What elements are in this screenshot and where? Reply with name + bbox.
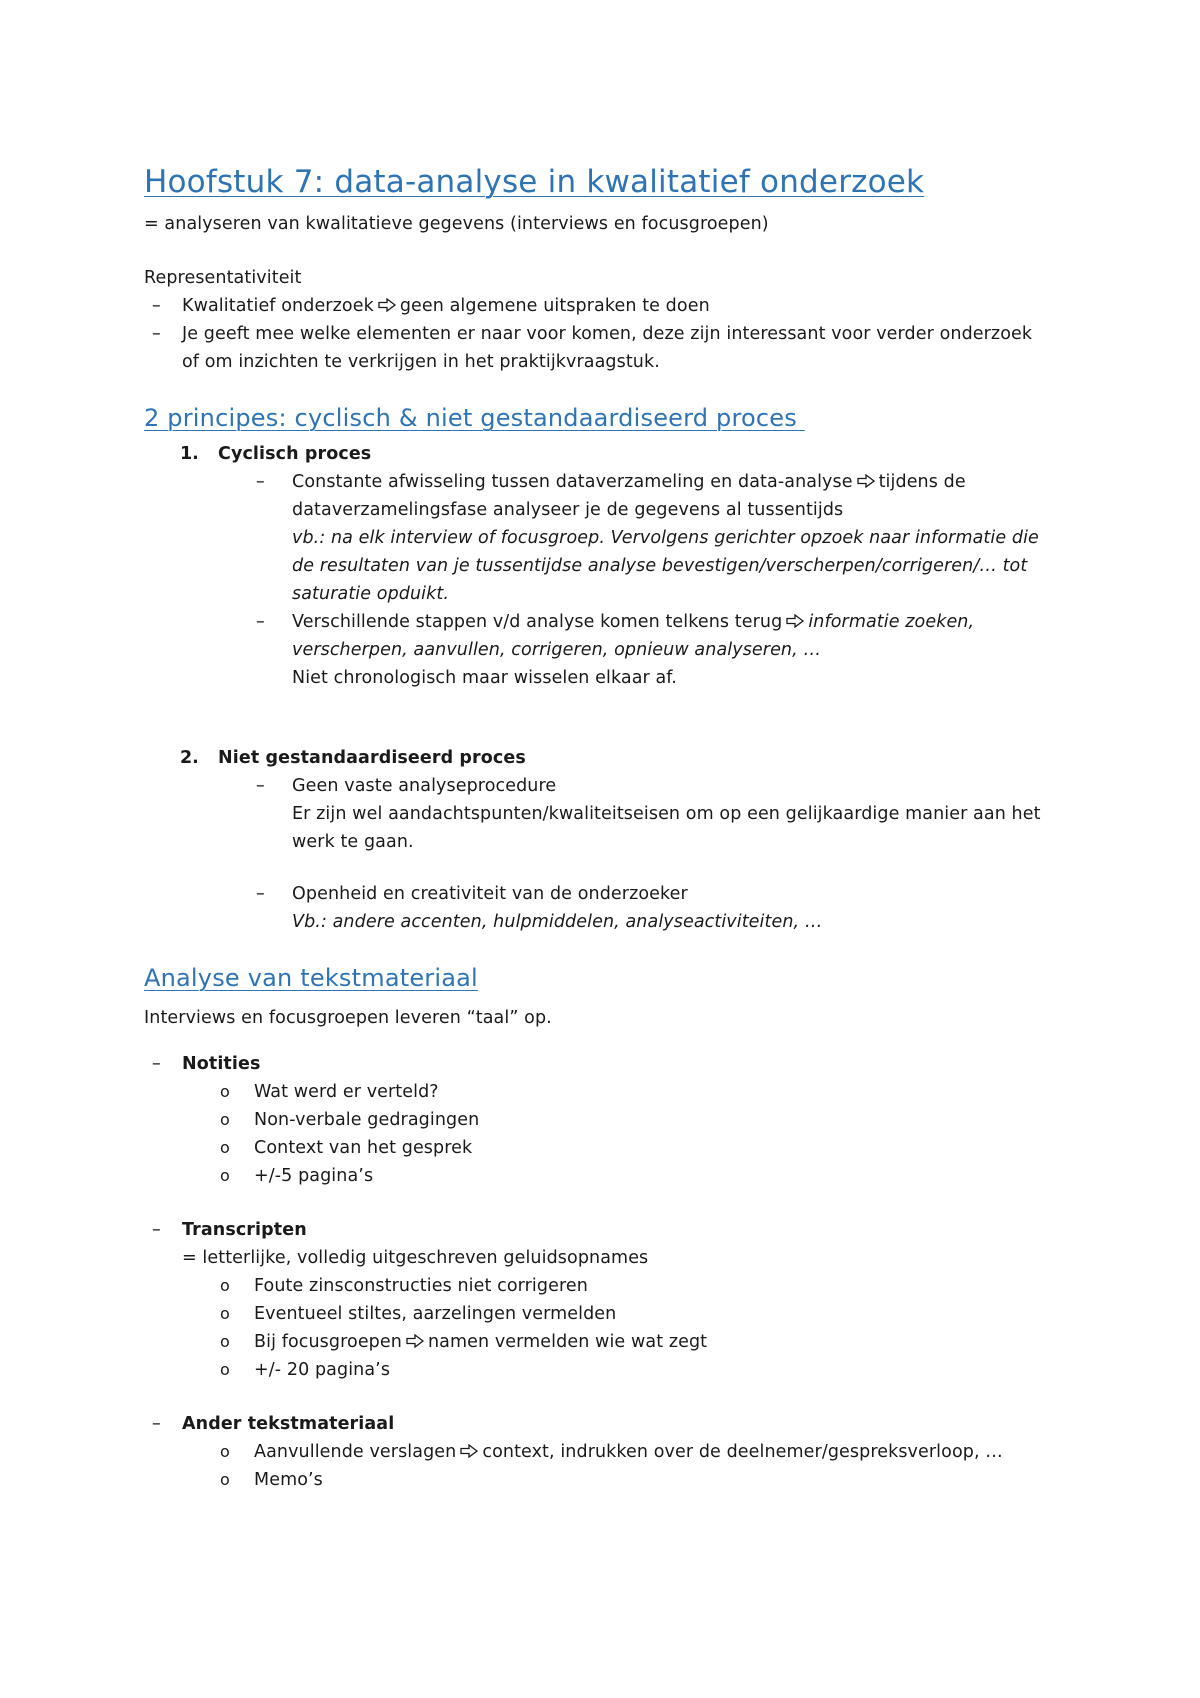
transcripten-item: +/- 20 pagina’s: [254, 1360, 391, 1380]
list-number: 1.: [180, 444, 199, 464]
item-text: Aanvullende verslagen: [254, 1442, 457, 1462]
page-title: Hoofstuk 7: data-analyse in kwalitatief onderzoek: [144, 164, 925, 200]
representativiteit-item-1: [182, 292, 710, 320]
transcripten-desc: = letterlijke, volledig uitgeschreven geluidsopnames: [182, 1248, 649, 1268]
item-text: context, indrukken over de deelnemer/gespreksverloop, …: [482, 1442, 1003, 1462]
circle-bullet: o: [220, 1304, 230, 1323]
dash-bullet: –: [152, 1220, 161, 1240]
dash-bullet: –: [256, 884, 265, 904]
arrow-right-icon: [460, 1444, 478, 1458]
circle-bullet: o: [220, 1442, 230, 1461]
ander-title: Ander tekstmateriaal: [182, 1414, 395, 1434]
cyclisch-item-a-line-4: de resultaten van je tussentijdse analyse bevestigen/verscherpen/corrigeren/… tot: [292, 556, 1028, 576]
arrow-right-icon: [406, 1334, 424, 1348]
cyclisch-item-a-line-5: saturatie opduikt.: [292, 584, 450, 604]
ander-item: [254, 1438, 1003, 1466]
notities-item: +/-5 pagina’s: [254, 1166, 374, 1186]
analyse-heading: Analyse van tekstmateriaal: [144, 964, 478, 992]
cyclisch-item-a-line-2: dataverzamelingsfase analyseer je de gegevens al tussentijds: [292, 500, 844, 520]
circle-bullet: o: [220, 1470, 230, 1489]
niet-gest-item-b-line-1: Openheid en creativiteit van de onderzoeker: [292, 884, 688, 904]
dash-bullet: –: [152, 296, 161, 316]
circle-bullet: o: [220, 1332, 230, 1351]
circle-bullet: o: [220, 1360, 230, 1379]
cyclisch-item-a-line-3: vb.: na elk interview of focusgroep. Vervolgens gerichter opzoek naar informatie die: [292, 528, 1039, 548]
analyse-intro: Interviews en focusgroepen leveren “taal” op.: [144, 1008, 552, 1028]
niet-gestandaardiseerd-title: Niet gestandaardiseerd proces: [218, 748, 526, 768]
representativiteit-item-2-line-1: Je geeft mee welke elementen er naar voor komen, deze zijn interessant voor verder onderzoek: [182, 324, 1033, 344]
dash-bullet: –: [256, 472, 265, 492]
transcripten-title: Transcripten: [182, 1220, 307, 1240]
dash-bullet: –: [152, 324, 161, 344]
notities-item: Wat werd er verteld?: [254, 1082, 439, 1102]
notities-item: Non-verbale gedragingen: [254, 1110, 480, 1130]
cyclisch-item-b-line-1: [292, 608, 974, 636]
niet-gest-item-a-line-3: werk te gaan.: [292, 832, 414, 852]
representativiteit-heading: Representativiteit: [144, 268, 302, 288]
item-text: geen algemene uitspraken te doen: [399, 296, 710, 316]
subtitle: = analyseren van kwalitatieve gegevens (interviews en focusgroepen): [144, 214, 769, 234]
item-text: Verschillende stappen v/d analyse komen telkens terug: [292, 612, 783, 632]
cyclisch-item-b-line-2: verscherpen, aanvullen, corrigeren, opnieuw analyseren, …: [292, 640, 822, 660]
item-text: Kwalitatief onderzoek: [182, 296, 374, 316]
niet-gest-item-a-line-2: Er zijn wel aandachtspunten/kwaliteitseisen om op een gelijkaardige manier aan het: [292, 804, 1041, 824]
transcripten-item: Foute zinsconstructies niet corrigeren: [254, 1276, 588, 1296]
dash-bullet: –: [152, 1414, 161, 1434]
circle-bullet: o: [220, 1276, 230, 1295]
circle-bullet: o: [220, 1110, 230, 1129]
item-text: informatie zoeken,: [808, 612, 975, 632]
ander-item: Memo’s: [254, 1470, 323, 1490]
item-text: Bij focusgroepen: [254, 1332, 402, 1352]
principes-heading: 2 principes: cyclisch & niet gestandaardiseerd proces: [144, 404, 805, 432]
circle-bullet: o: [220, 1166, 230, 1185]
niet-gest-item-b-line-2: Vb.: andere accenten, hulpmiddelen, analyseactiviteiten, …: [292, 912, 823, 932]
circle-bullet: o: [220, 1138, 230, 1157]
transcripten-item: Eventueel stiltes, aarzelingen vermelden: [254, 1304, 617, 1324]
list-number: 2.: [180, 748, 199, 768]
transcripten-item: [254, 1328, 707, 1356]
cyclisch-item-a-line-1: [292, 468, 966, 496]
arrow-right-icon: [378, 298, 396, 312]
arrow-right-icon: [786, 614, 804, 628]
circle-bullet: o: [220, 1082, 230, 1101]
niet-gest-item-a-line-1: Geen vaste analyseprocedure: [292, 776, 557, 796]
cyclisch-title: Cyclisch proces: [218, 444, 372, 464]
notities-item: Context van het gesprek: [254, 1138, 473, 1158]
cyclisch-item-b-line-3: Niet chronologisch maar wisselen elkaar af.: [292, 668, 677, 688]
notities-title: Notities: [182, 1054, 261, 1074]
dash-bullet: –: [256, 612, 265, 632]
item-text: namen vermelden wie wat zegt: [427, 1332, 708, 1352]
dash-bullet: –: [256, 776, 265, 796]
dash-bullet: –: [152, 1054, 161, 1074]
arrow-right-icon: [857, 474, 875, 488]
representativiteit-item-2-line-2: of om inzichten te verkrijgen in het praktijkvraagstuk.: [182, 352, 660, 372]
item-text: Constante afwisseling tussen dataverzameling en data-analyse: [292, 472, 853, 492]
item-text: tijdens de: [878, 472, 966, 492]
